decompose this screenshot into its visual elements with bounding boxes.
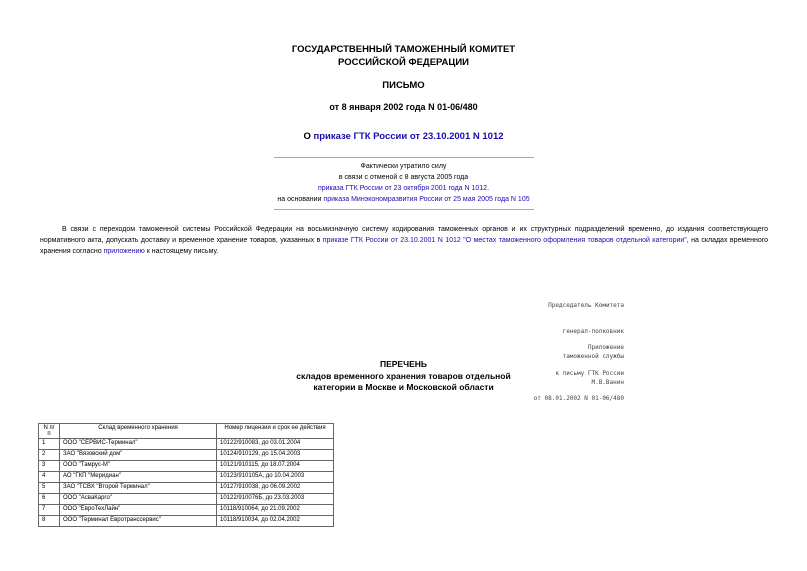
- row-license: 10118/910064, до 21.09.2002: [217, 505, 334, 516]
- table-row: [39, 505, 334, 516]
- body-paragraph: [40, 224, 768, 257]
- signature-line-4: М.В.Ванин: [591, 378, 624, 386]
- row-license: 10123/910105А, до 10.04.2003: [217, 472, 334, 483]
- row-warehouse: ЗАО "Вязовский дом": [60, 450, 217, 461]
- status-note-line-2: в связи с отменой с 8 августа 2005 года: [338, 174, 469, 181]
- divider-top: [274, 157, 534, 158]
- signature-line-3: таможенной службы: [562, 353, 624, 360]
- body-part-2: , на складах временного хранения согласно: [40, 237, 768, 255]
- table-row: [39, 461, 334, 472]
- table-row: [39, 483, 334, 494]
- table-body: [39, 439, 334, 527]
- appendix-block: [534, 327, 624, 412]
- list-subtitle-2: категории в Москве и Московской области: [313, 382, 494, 392]
- row-license: 10124/910129, до 15.04.2003: [217, 450, 334, 461]
- status-note-line-3: [0, 184, 807, 194]
- row-license: 10121/910115, до 18.07.2004: [217, 461, 334, 472]
- row-number: 8: [39, 516, 60, 527]
- signature-line-1: Председатель Комитета: [548, 302, 624, 309]
- row-number: 1: [39, 439, 60, 450]
- row-number: 7: [39, 505, 60, 516]
- row-license: 10127/910038, до 06.09.2002: [217, 483, 334, 494]
- status-note-line-1: Фактически утратило силу: [360, 163, 447, 170]
- document-subject: [0, 131, 807, 142]
- row-license: 10122/910083, до 03.01.2004: [217, 439, 334, 450]
- status-note-line-4-prefix: на основании: [277, 196, 324, 203]
- table-row: [39, 450, 334, 461]
- appendix-link[interactable]: приложению: [103, 248, 145, 255]
- row-warehouse: ООО "Терминал Евротрансcервис": [60, 516, 217, 527]
- document-type: ПИСЬМО: [382, 80, 425, 91]
- basis-order-link[interactable]: приказа Минэкономразвития России от 25 мая 2005 года N 105: [323, 196, 530, 203]
- row-number: 5: [39, 483, 60, 494]
- row-number: 6: [39, 494, 60, 505]
- issuer-line-2: РОССИЙСКОЙ ФЕДЕРАЦИИ: [337, 57, 469, 68]
- row-number: 3: [39, 461, 60, 472]
- list-title: ПЕРЕЧЕНЬ: [379, 359, 427, 369]
- appendix-line-2: к письму ГТК России: [555, 369, 624, 377]
- status-note-line-4: [0, 195, 807, 205]
- row-number: 4: [39, 472, 60, 483]
- row-warehouse: ООО "ЕвроТехЛайн": [60, 505, 217, 516]
- body-part-3: к настоящему письму.: [144, 248, 219, 255]
- appendix-line-3: от 08.01.2002 N 01-06/480: [533, 395, 624, 402]
- row-warehouse: АО "ГКП "Меридиан": [60, 472, 217, 483]
- row-warehouse: ООО "Тамрус-М": [60, 461, 217, 472]
- issuer-line-1: ГОСУДАРСТВЕННЫЙ ТАМОЖЕННЫЙ КОМИТЕТ: [291, 44, 516, 55]
- header-license: Номер лицензии и срок ее действия: [217, 424, 334, 439]
- table-row: [39, 516, 334, 527]
- table-row: [39, 494, 334, 505]
- subject-prefix: О: [303, 131, 314, 142]
- table-row: [39, 439, 334, 450]
- status-note-line-3-suffix: .: [487, 185, 490, 192]
- divider-bottom: [274, 209, 534, 210]
- table-header-row: [39, 424, 334, 439]
- document-date: от 8 января 2002 года N 01-06/480: [329, 102, 478, 112]
- warehouse-table: [38, 423, 334, 527]
- header-number: N п/п: [39, 424, 60, 439]
- subject-link[interactable]: приказе ГТК России от 23.10.2001 N 1012: [313, 131, 504, 142]
- list-subtitle-1: складов временного хранения товаров отдельной: [296, 371, 511, 381]
- header-warehouse: Склад временного хранения: [60, 424, 217, 439]
- body-part-1: В связи с переходом таможенной системы Российской Федерации на восьмизначную систему кодирования таможенных органов и их структурных подразделений временно, до издания соответствующего нормативного акта, допускать доставку и временное хранение товаров, указанных в: [40, 226, 768, 244]
- row-license: 10118/910034, до 02.04.2002: [217, 516, 334, 527]
- table-row: [39, 472, 334, 483]
- row-license: 10122/910076Б, до 23.03.2003: [217, 494, 334, 505]
- order-1012-link[interactable]: приказе ГТК России от 23.10.2001 N 1012 "О местах таможенного оформления товаров отдельной категории": [322, 237, 687, 244]
- row-warehouse: ЗАО "ТСВХ "Второй Терминал": [60, 483, 217, 494]
- row-warehouse: ООО "АсваКарго": [60, 494, 217, 505]
- repeal-order-link[interactable]: приказа ГТК России от 23 октября 2001 года N 1012: [317, 185, 488, 192]
- appendix-line-1: Приложение: [587, 344, 624, 351]
- row-number: 2: [39, 450, 60, 461]
- signature-line-2: генерал-полковник: [562, 327, 624, 335]
- row-warehouse: ООО "СЕРВИС-Терминал": [60, 439, 217, 450]
